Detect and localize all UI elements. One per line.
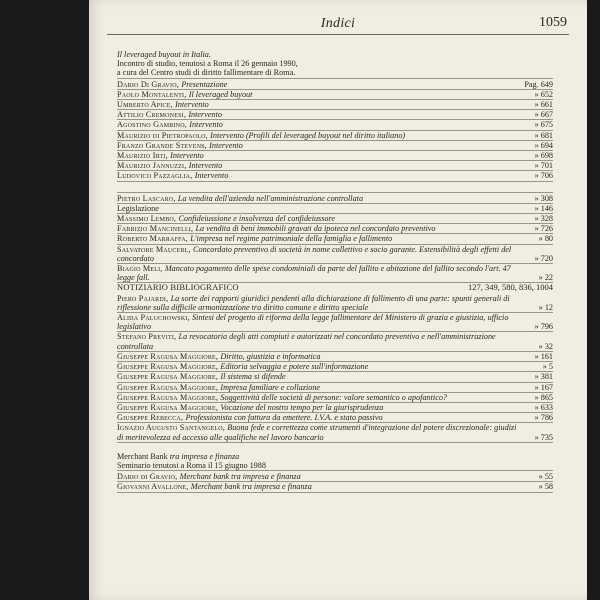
entry-page-ref: » 12 [538,302,553,312]
entry-text [117,372,517,381]
entry-text [117,482,517,491]
index-entry [117,110,553,119]
index-entry [117,120,553,129]
entry-title: Mancato pagamento delle spese condominiali da parte del fallito e abitazione del fallito secondo l'art. 47 legge fall. [117,264,511,283]
entry-title: Concordato preventivo di società in nome collettivo e socio garante. Estensibilità degli effetti del concordato [117,244,512,263]
entry-title: Impresa familiare e collazione [220,382,321,392]
entry-page-ref: » 161 [534,351,553,361]
section-subtitle: a cura del Centro studi di diritto fallimentare di Roma. [117,68,296,78]
entry-author: Giuseppe Rebecca, [117,413,186,423]
entry-author: Ignazio Augusto Santangelo, [117,423,228,433]
index-entry [117,313,553,331]
entry-text [117,313,517,331]
entry-title: Vocazione del nostro tempo per la giurisprudenza [220,402,384,412]
entry-page-ref: Pag. 649 [524,79,553,89]
running-title: Indici [320,16,356,31]
index-content [117,50,553,493]
entry-page-ref: » 633 [534,402,553,412]
entry-page-ref: » 146 [534,203,553,213]
entry-text [117,120,517,129]
index-entry [117,294,553,312]
entry-text [117,151,517,160]
entries-section1 [117,80,553,182]
entry-text [117,80,517,89]
section-leveraged-buyout [117,50,553,78]
entry-text [117,141,517,150]
entry-title: La sorte dei rapporti giuridici pendenti alla dichiarazione di fallimento di una parte: spunti generali di riflessione sulla difficile armonizzazione tra diritto comune e diritto speciale [117,293,510,312]
index-entry [117,482,553,491]
index-entry [117,161,553,170]
entry-page-ref: » 667 [534,110,553,120]
entry-text [117,110,517,119]
entry-page-ref: » 706 [534,171,553,181]
section-subtitle: Incontro di studio, tenutosi a Roma il 26 gennaio 1990, [117,59,298,69]
entry-author: Giuseppe Ragusa Maggiore, [117,362,221,372]
index-entry [117,403,553,412]
entry-text [117,362,517,371]
entry-author: Fabrizio Mancinelli, [117,224,196,234]
index-entry [117,80,553,89]
entry-title: Professionista con fattura da emettere. I.V.A. e stato passivo [185,413,383,423]
entry-author: Giuseppe Ragusa Maggiore, [117,402,221,412]
entry-text [117,472,517,481]
entry-author: Giuseppe Ragusa Maggiore, [117,392,221,402]
entry-title: Presentazione [181,79,228,89]
entry-title: Soggettività delle società di persone: valore semantico o apofantico? [220,392,448,402]
entry-title: Legislazione [117,203,159,213]
entry-title: Intervento [194,171,229,181]
section-title: Merchant Bank [117,451,168,461]
index-entry [117,332,553,350]
index-entry [117,141,553,150]
entry-title: La vendita di beni immobili gravati da ipoteca nel concordato preventivo [195,224,436,234]
entry-author: Massimo Lembo, [117,214,179,224]
index-entry [117,224,553,233]
entry-text [117,214,517,223]
entry-page-ref: » 694 [534,140,553,150]
entry-text [117,264,517,282]
index-entry [117,264,553,282]
index-entry [117,234,553,243]
entry-text [117,171,517,180]
entry-author: Giuseppe Ragusa Maggiore, [117,351,221,361]
entry-title: Merchant bank tra impresa e finanza [179,472,301,482]
index-entry [117,100,553,109]
entry-author: Attilio Cremonesi, [117,110,189,120]
entry-page-ref: » 381 [534,372,553,382]
entry-title: Intervento [209,140,243,150]
entry-author: Pietro Lascaro, [117,193,178,203]
entry-title: Intervento [170,151,204,161]
entry-text [117,100,517,109]
entry-page-ref: » 865 [534,392,553,402]
entry-page-ref: » 32 [538,341,553,351]
index-entry [117,413,553,422]
entries-section2b [117,294,553,443]
entry-title: Diritto, giustizia e informatica [220,351,321,361]
index-entry [117,131,553,140]
index-entry [117,194,553,203]
entry-title: Buona fede e correttezza come strumenti d'integrazione del potere discrezionale: giudizi di meritevolezza ed accesso alle qualifiche nel lavoro bancario [117,423,517,442]
section-title-italic: tra impresa e finanza [169,451,240,461]
entry-page-ref: » 22 [538,273,553,283]
entry-author: Agostino Gambino, [117,120,190,130]
notiziario-bibliografico [117,283,553,292]
index-entry [117,90,553,99]
notiziario-pages: 127, 349, 580, 836, 1004 [468,282,553,293]
entry-title: Il sistema si difende [220,372,286,382]
entry-page-ref: » 675 [534,120,553,130]
index-entry [117,383,553,392]
entry-text [117,383,517,392]
entry-text [117,423,517,441]
index-entry [117,472,553,481]
entry-page-ref: » 661 [534,100,553,110]
entry-text [117,393,517,402]
entry-title: Sintesi del progetto di riforma della legge fallimentare del Ministero di grazia e giustizia, ufficio legislativo [117,313,509,332]
entry-author: Alida Paluchowski, [117,313,193,323]
entry-author: Giovanni Avallone, [117,482,191,492]
entry-text [117,161,517,170]
index-entry [117,171,553,180]
entry-page-ref: » 735 [534,432,553,442]
index-entry [117,151,553,160]
entry-page-ref: » 786 [534,413,553,423]
entry-title: Intervento [188,110,222,120]
entry-page-ref: » 698 [534,151,553,161]
entry-page-ref: » 726 [534,224,553,234]
entry-author: Stefano Previti, [117,332,179,342]
entry-author: Giuseppe Ragusa Maggiore, [117,382,221,392]
entry-page-ref: » 328 [534,214,553,224]
entries-section3 [117,472,553,492]
entry-title: Intervento [189,120,223,130]
entry-author: Umberto Apice, [117,100,176,110]
index-entry [117,423,553,441]
section-subtitle: Seminario tenutosi a Roma il 15 giugno 1988 [117,460,266,470]
index-entry [117,214,553,223]
entry-title: Confideiussione e insolvenza del confideiussore [178,214,336,224]
entry-text [117,204,517,213]
entry-page-ref: » 5 [542,362,553,372]
entry-author: Paolo Montalenti, [117,89,189,99]
notiziario-label: NOTIZIARIO BIBLIOGRAFICO [117,282,239,293]
entry-author: Dario di Gravio, [117,472,180,482]
index-entry [117,352,553,361]
index-entry [117,362,553,371]
section-title: Il leveraged buyout in Italia. [117,50,211,59]
page-number: 1059 [539,15,567,30]
entry-text [117,245,517,263]
entry-text [117,224,517,233]
entry-title: L'impresa nel regime patrimoniale della famiglia e fallimento [190,234,393,244]
entry-author: Dario Di Gravio, [117,79,182,89]
entry-title: Editoria selvaggia e potere sull'informazione [220,362,369,372]
entry-author: Giuseppe Ragusa Maggiore, [117,372,221,382]
entry-text [117,413,517,422]
entry-author: Roberto Marraffa, [117,234,191,244]
entry-page-ref: » 167 [534,382,553,392]
entry-text [117,294,517,312]
entry-author: Maurizio Jannuzzi, [117,161,189,171]
section-merchant-bank [117,452,553,470]
entries-section2 [117,194,553,284]
entry-author: Salvatore Maucerl, [117,244,194,254]
entry-text [117,234,517,243]
entry-page-ref: » 720 [534,253,553,263]
entry-author: Maurizio Irti, [117,151,171,161]
entry-page-ref: » 681 [534,130,553,140]
entry-title: Merchant bank tra impresa e finanza [190,482,312,492]
entry-page-ref: » 308 [534,193,553,203]
entry-page-ref: » 652 [534,89,553,99]
entry-page-ref: » 701 [534,161,553,171]
entry-title: La vendita dell'azienda nell'amministrazione controllata [177,193,364,203]
entry-page-ref: » 796 [534,322,553,332]
entry-title: Intervento [188,161,223,171]
index-entry [117,372,553,381]
running-header [107,8,569,35]
entry-title: Intervento (Profili del leveraged buyout nel diritto italiano) [210,130,406,140]
entry-text [117,403,517,412]
entry-author: Piero Pajardi, [117,293,171,303]
entry-text [117,131,517,140]
index-entry [117,245,553,263]
entry-page-ref: » 58 [538,482,553,492]
entry-text [117,352,517,361]
entry-title: Il leveraged buyout [188,89,253,99]
index-entry [117,393,553,402]
entry-text [117,332,517,350]
book-page [89,0,587,600]
entry-title: La revocatoria degli atti compiuti e autorizzati nel concordato preventivo e nell'amministrazione controllata [117,332,496,351]
entry-page-ref: » 55 [538,472,553,482]
entry-text [117,194,517,203]
entry-author: Biagio Meli, [117,264,165,274]
entry-author: Maurizio di Pietropaolo, [117,130,211,140]
entry-author: Franzo Grande Stevens, [117,140,210,150]
index-entry [117,204,553,213]
entry-author: Ludovico Pazzaglia, [117,171,195,181]
entry-text [117,90,517,99]
entry-page-ref: » 80 [538,234,553,244]
entry-title: Intervento [175,100,209,110]
